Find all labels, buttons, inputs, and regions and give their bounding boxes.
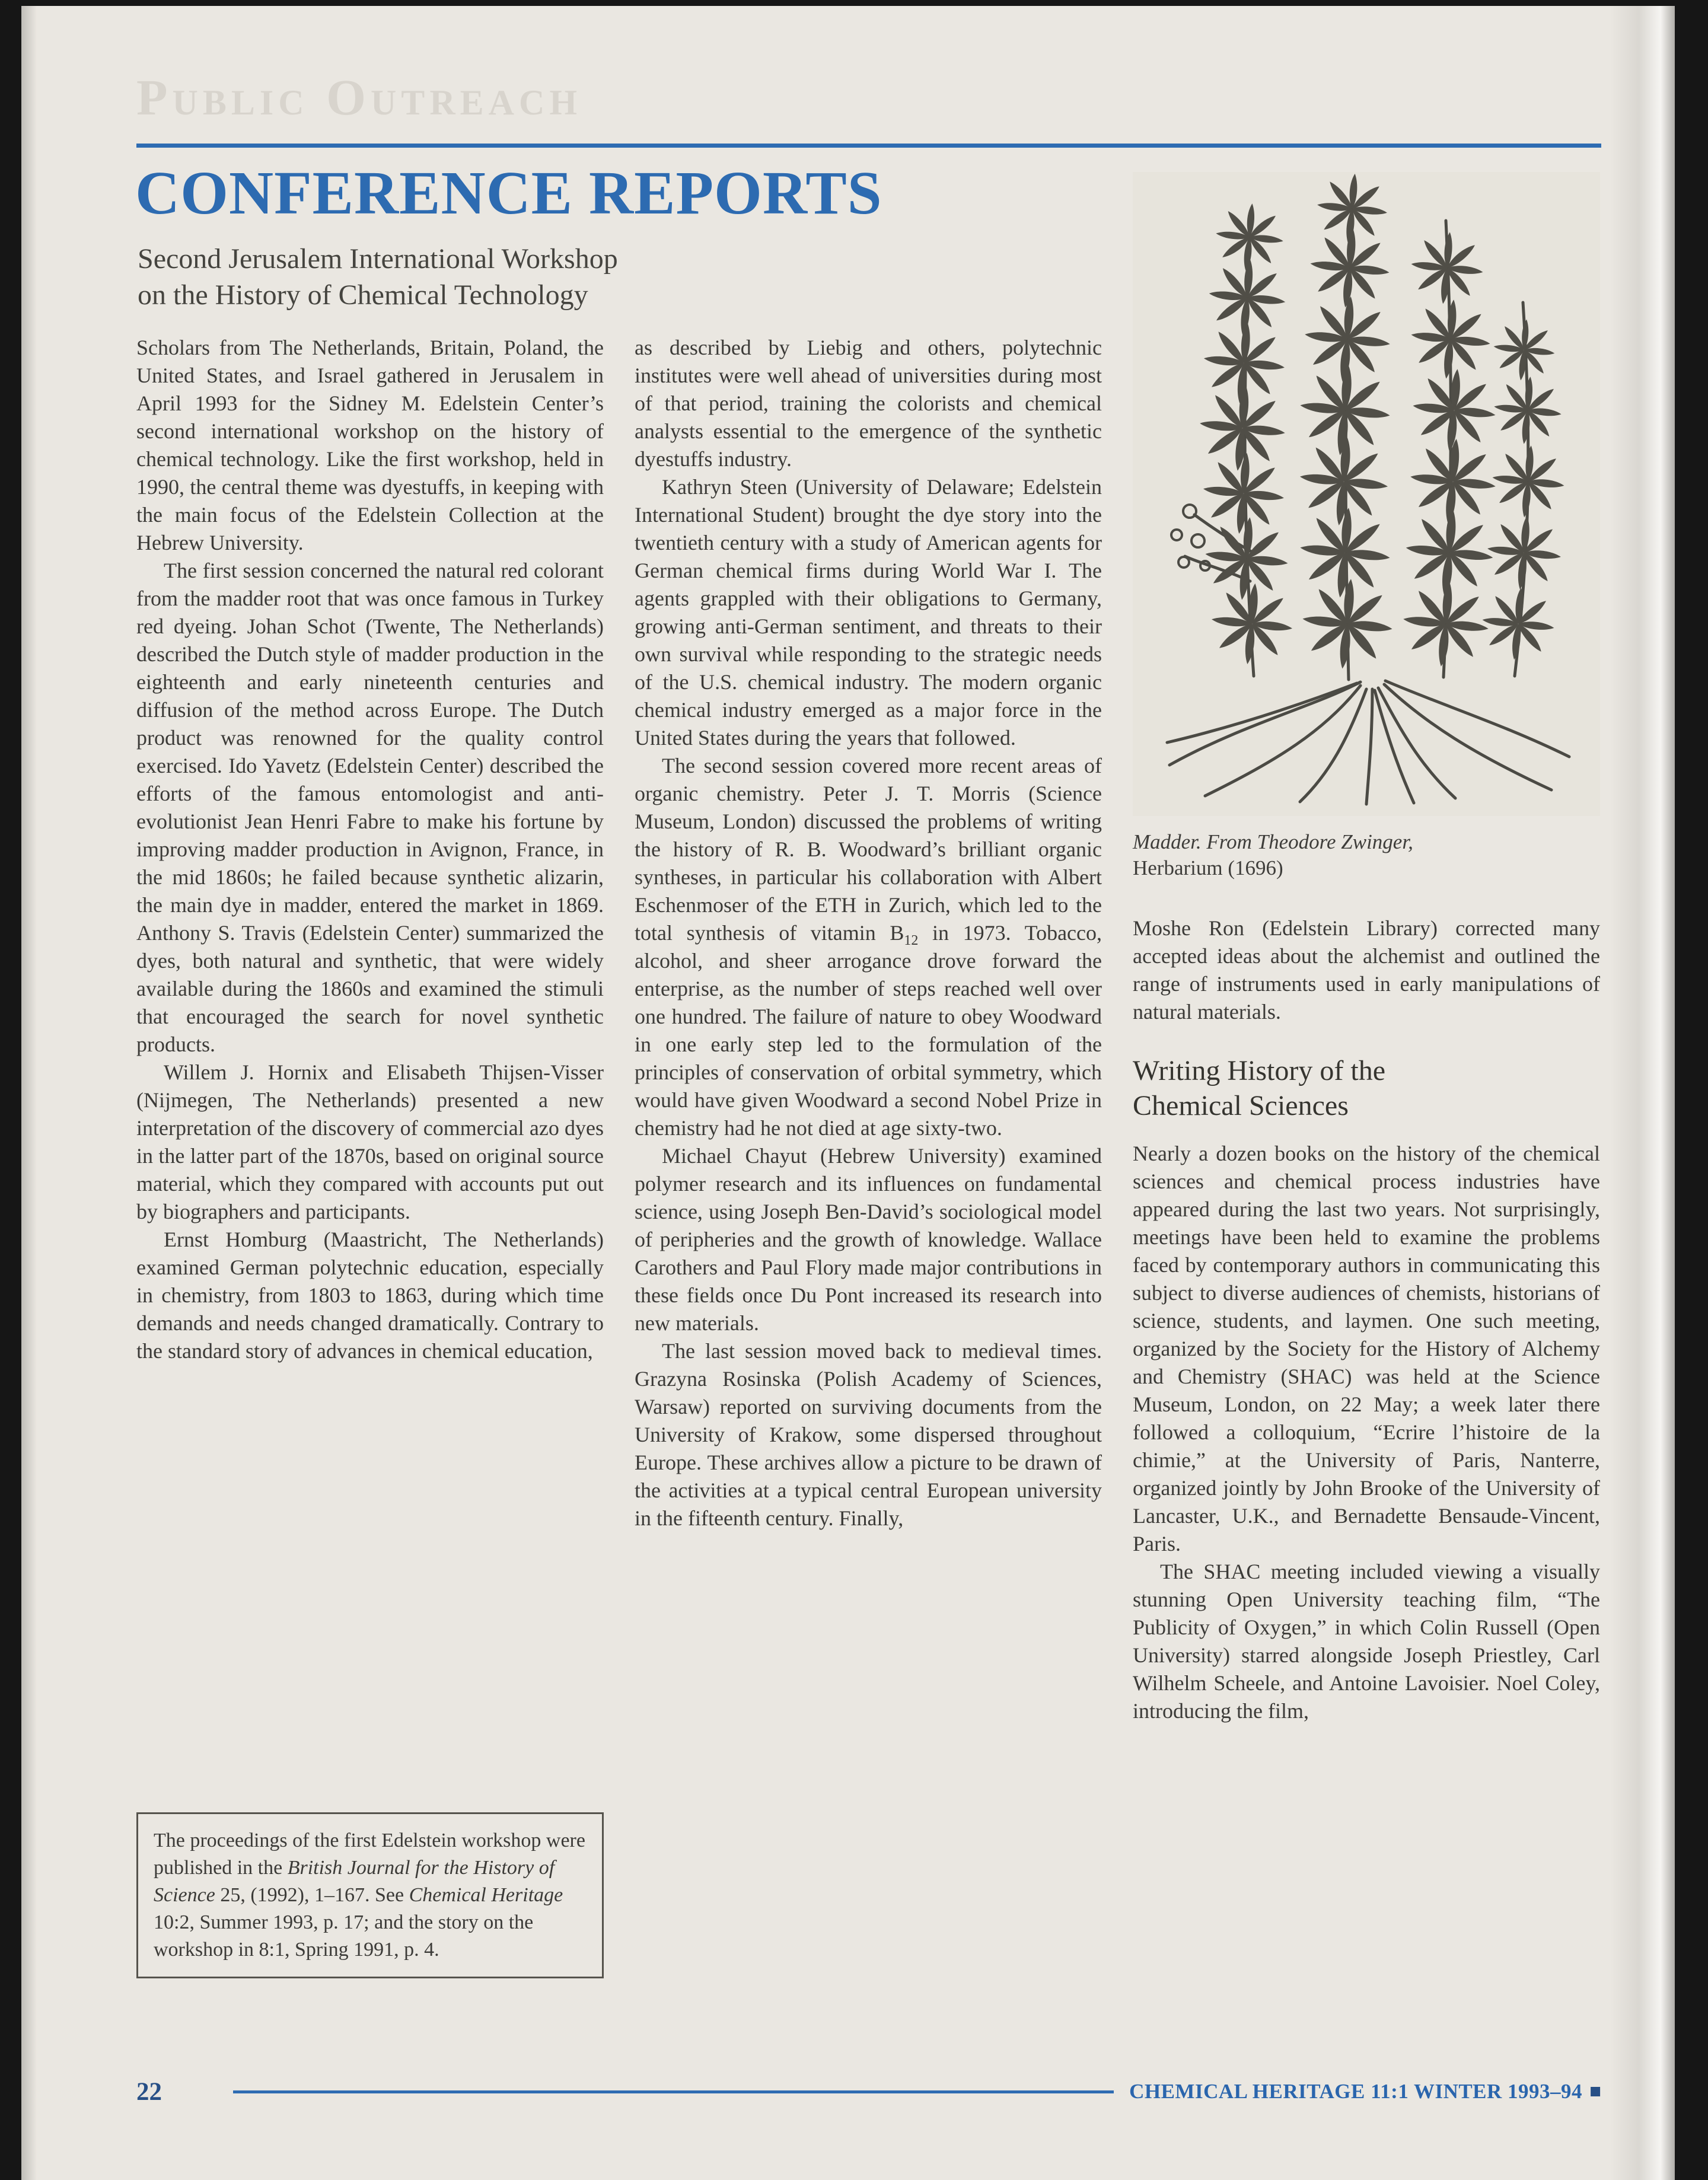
figure-caption bbox=[1133, 829, 1600, 881]
section-heading-line1: Writing History of the bbox=[1133, 1055, 1385, 1086]
note-text: The proceedings of the first Edelstein workshop were published in the bbox=[154, 1830, 585, 1879]
body-paragraph: The last session moved back to medieval times. Grazyna Rosinska (Polish Academy of Sciences, Warsaw) reported on surviving documents from the University of Krakow, some dispersed throughout Europe. These archives allow a picture to be drawn of the activities at a typical central European university in the fifteenth century. Finally, bbox=[635, 1339, 1102, 1530]
body-paragraph bbox=[635, 752, 1102, 1142]
body-paragraph: Michael Chayut (Hebrew University) examined polymer research and its influences on fundamental science, using Joseph Ben-David’s sociological model of peripheries and the growth of knowledge. Wallace Carothers and Paul Flory made major contributions in these fields once Du Pont increased its research into new materials. bbox=[635, 1144, 1102, 1335]
note-text: 10:2, Summer 1993, p. 17; and the story on the workshop in 8:1, Spring 1991, p. 4. bbox=[154, 1911, 534, 1961]
section-heading bbox=[1133, 1053, 1600, 1123]
page-footer bbox=[136, 2074, 1601, 2109]
page-title: CONFERENCE REPORTS bbox=[135, 159, 882, 227]
note-journal-title: British Journal for the History of Science bbox=[154, 1857, 555, 1906]
figure-caption-line1: Madder. From Theodore Zwinger, bbox=[1133, 830, 1413, 853]
article-subtitle bbox=[138, 241, 618, 313]
journal-issue-label: CHEMICAL HERITAGE 11:1 WINTER 1993–94 bbox=[1129, 2080, 1583, 2103]
body-paragraph: Nearly a dozen books on the history of the chemical sciences and chemical process industries have appeared during the last two years. Not surprisingly, meetings have been held to examine the problems faced by contemporary authors in communicating this subject to diverse audiences of chemists, historians of science, students, and laymen. One such meeting, organized by the Society for the History of Alchemy and Chemistry (SHAC) was held at the Science Museum, London, on 22 May; a week later there followed a colloquium, “Ecrire l’histoire de la chimie,” at the University of Paris, Nanterre, organized jointly by John Brooke of the University of Lancaster, U.K., and Bernadette Bensaude-Vincent, Paris. bbox=[1133, 1142, 1600, 1556]
footer-divider-rule bbox=[233, 2090, 1114, 2093]
madder-plant-illustration bbox=[1133, 172, 1600, 816]
page-number: 22 bbox=[136, 2077, 162, 2106]
article-column-2 bbox=[635, 334, 1102, 1532]
paragraph-text: in 1973. Tobacco, alcohol, and sheer arrogance drove forward the enterprise, as the number of steps reached well over one hundred. The failure of nature to obey Woodward in one early step led to the formulation of the principles of conservation of orbital symmetry, which would have given Woodward a second Nobel Prize in chemistry had he not died at age sixty-two. bbox=[635, 921, 1102, 1140]
body-paragraph: Moshe Ron (Edelstein Library) corrected many accepted ideas about the alchemist and outlined the range of instruments used in early manipulations of natural materials. bbox=[1133, 916, 1600, 1024]
vitamin-b12-subscript: 12 bbox=[904, 933, 919, 949]
body-paragraph: Scholars from The Netherlands, Britain, Poland, the United States, and Israel gathered in Jerusalem in April 1993 for the Sidney M. Edelstein Center’s second international workshop on the history of chemical technology. Like the first workshop, held in 1990, the central theme was dyestuffs, in keeping with the main focus of the Edelstein Collection at the Hebrew University. bbox=[136, 336, 604, 554]
article-subtitle-line1: Second Jerusalem International Workshop bbox=[138, 243, 618, 275]
body-paragraph: as described by Liebig and others, polytechnic institutes were well ahead of universities during most of that period, training the colorists and chemical analysts essential to the emergence of the synthetic dyestuffs industry. bbox=[635, 336, 1102, 471]
scanned-journal-page bbox=[21, 6, 1675, 2180]
end-of-article-square-icon: ■ bbox=[1589, 2080, 1601, 2102]
body-paragraph: Willem J. Hornix and Elisabeth Thijsen-Visser (Nijmegen, The Netherlands) presented a new interpretation of the discovery of commercial azo dyes in the latter part of the 1870s, based on original source material, which they compared with accounts put out by biographers and participants. bbox=[136, 1060, 604, 1223]
madder-woodcut-figure bbox=[1133, 172, 1600, 816]
note-text: 25, (1992), 1–167. See bbox=[215, 1884, 409, 1906]
body-paragraph: Kathryn Steen (University of Delaware; Edelstein International Student) brought the dye story into the twentieth century with a study of American agents for German chemical firms during World War I. The agents grappled with their obligations to Germany, growing anti-German sentiment, and threats to their own survival while responding to the strategic needs of the U.S. chemical industry. The modern organic chemical industry emerged as a major force in the United States during the years that followed. bbox=[635, 475, 1102, 750]
paragraph-text: The second session covered more recent areas of organic chemistry. Peter J. T. Morris (Science Museum, London) discussed the problems of writing the history of R. B. Woodward’s brilliant organic syntheses, in particular his collaboration with Albert Eschenmoser of the ETH in Zurich, which led to the total synthesis of vitamin B bbox=[635, 754, 1102, 945]
body-paragraph: The SHAC meeting included viewing a visually stunning Open University teaching film, “The Publicity of Oxygen,” in which Colin Russell (Open University) starred alongside Joseph Priestley, Carl Wilhelm Scheele, and Antoine Lavoisier. Noel Coley, introducing the film, bbox=[1133, 1560, 1600, 1723]
body-paragraph: The first session concerned the natural red colorant from the madder root that was once famous in Turkey red dyeing. Johan Schot (Twente, The Netherlands) described the Dutch style of madder production in the eighteenth and early nineteenth centuries and diffusion of the method across Europe. The Dutch product was renowned for the quality control exercised. Ido Yavetz (Edelstein Center) described the efforts of the famous entomologist and anti-evolutionist Jean Henri Fabre to make his fortune by improving madder production in Avignon, France, in the mid 1860s; he failed because synthetic alizarin, the main dye in madder, entered the market in 1869. Anthony S. Travis (Edelstein Center) summarized the dyes, both natural and synthetic, that were widely available during the 1860s and examined the stimuli that encouraged the search for novel synthetic products. bbox=[136, 559, 604, 1056]
note-journal-title: Chemical Heritage bbox=[409, 1884, 563, 1906]
article-column-1 bbox=[136, 334, 604, 1365]
bleed-through-section-header: Public Outreach bbox=[136, 69, 582, 126]
proceedings-note-box bbox=[136, 1812, 604, 1978]
body-paragraph: Ernst Homburg (Maastricht, The Netherlands) examined German polytechnic education, especially in chemistry, from 1803 to 1863, during which time demands and needs changed dramatically. Contrary to the standard story of advances in chemical education, bbox=[136, 1228, 604, 1363]
top-divider-rule bbox=[136, 144, 1601, 148]
figure-caption-line2: Herbarium (1696) bbox=[1133, 856, 1283, 879]
article-subtitle-line2: on the History of Chemical Technology bbox=[138, 279, 588, 311]
article-column-3 bbox=[1133, 172, 1600, 1725]
section-heading-line2: Chemical Sciences bbox=[1133, 1090, 1349, 1121]
